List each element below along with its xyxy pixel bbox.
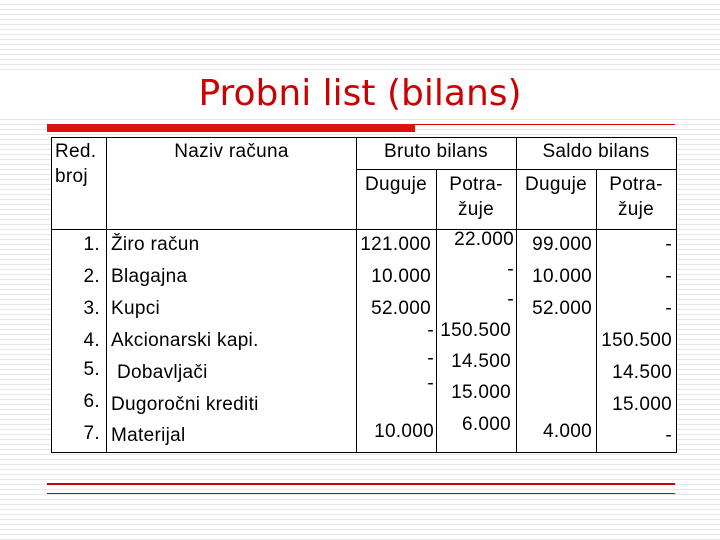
bruto-duguje-value: - [427,373,434,394]
slide-title: Probni list (bilans) [0,70,720,118]
table-border-top [51,137,677,138]
account-name: Blagajna [111,266,188,287]
account-name: Materijal [111,425,186,446]
bruto-potrazuje-value: 150.500 [440,320,511,341]
header-bruto-bilans: Bruto bilans [384,141,488,162]
saldo-potrazuje-value: - [665,266,672,287]
bruto-potrazuje-value: 14.500 [451,351,511,372]
bruto-potrazuje-value: 22.000 [454,229,514,250]
row-number: 5. [83,359,100,380]
row-number: 2. [83,266,100,287]
bruto-potrazuje-value: - [507,259,514,280]
bruto-duguje-value: 52.000 [371,298,431,319]
saldo-duguje-value: 4.000 [542,421,592,442]
header-saldo-potrazuje-line2: žuje [617,199,655,220]
footer-rule [47,483,675,485]
saldo-potrazuje-value: 14.500 [612,362,672,383]
account-name: Kupci [111,298,161,319]
bruto-duguje-value: - [427,348,434,369]
bruto-duguje-value: 121.000 [360,234,431,255]
footer-rule [47,493,675,494]
bruto-potrazuje-value: 15.000 [451,382,511,403]
row-divider [356,169,677,170]
header-saldo-bilans: Saldo bilans [542,141,650,162]
account-name: Dugoročni krediti [111,394,259,415]
row-number: 7. [83,423,100,444]
saldo-potrazuje-value: - [665,298,672,319]
row-number: 4. [83,330,100,351]
header-saldo-potrazuje-line1: Potra- [609,174,663,195]
header-bruto-potrazuje-line2: žuje [457,199,495,220]
table-border-right [676,137,677,453]
header-saldo-duguje: Duguje [524,174,587,195]
account-name: Akcionarski kapi. [111,330,259,351]
saldo-potrazuje-value: 150.500 [601,330,672,351]
header-bruto-potrazuje-line1: Potra- [449,174,503,195]
header-red-broj-line2: broj [55,166,88,187]
header-naziv-racuna: Naziv računa [174,141,289,162]
column-divider [106,137,107,453]
saldo-duguje-value: 99.000 [532,234,592,255]
saldo-duguje-value: 52.000 [532,298,592,319]
saldo-duguje-value: 10.000 [532,266,592,287]
saldo-potrazuje-value: - [665,234,672,255]
row-number: 3. [83,298,100,319]
row-number: 1. [83,234,100,255]
bruto-duguje-value: 10.000 [371,266,431,287]
title-accent-bar [47,124,415,132]
table-border-bottom [51,452,677,453]
row-divider [51,229,677,230]
saldo-potrazuje-value: 15.000 [612,394,672,415]
saldo-potrazuje-value: - [665,425,672,446]
bruto-duguje-value: - [427,320,434,341]
bruto-potrazuje-value: 6.000 [461,414,511,435]
bruto-potrazuje-value: - [507,289,514,310]
bruto-duguje-value: 10.000 [374,421,434,442]
row-number: 6. [83,391,100,412]
header-red-broj-line1: Red. [55,141,97,162]
account-name: Žiro račun [111,234,200,255]
trial-balance-table [51,137,677,453]
account-name: Dobavljači [117,362,208,383]
header-bruto-duguje: Duguje [364,174,427,195]
